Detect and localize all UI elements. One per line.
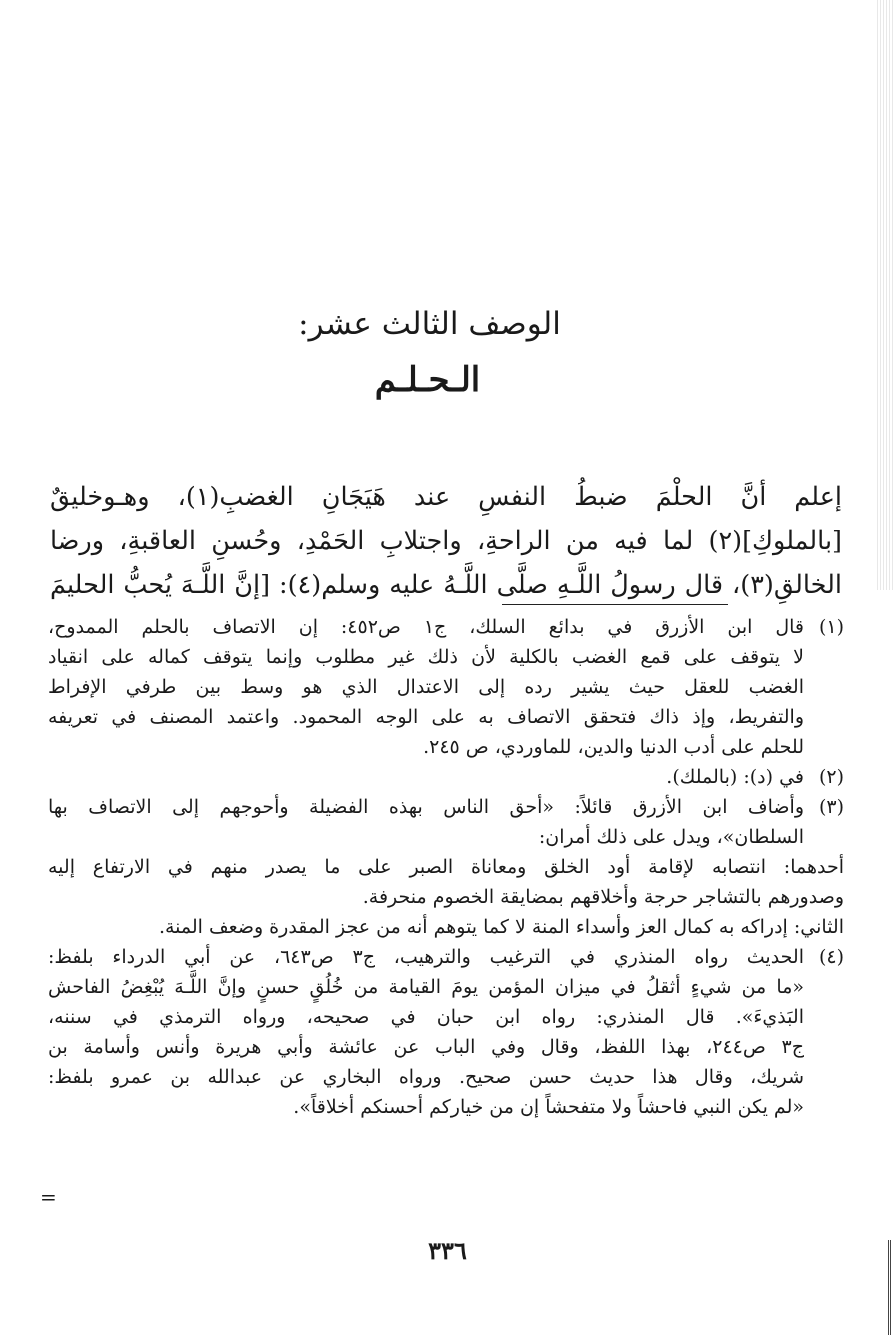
page-edge-shadow: [875, 0, 895, 590]
footnote-number: (١): [818, 616, 844, 638]
footnote-line: البَذيءَ». قال المنذري: رواه ابن حبان في صحيحه، ورواه الترمذي في سننه،: [48, 1006, 804, 1028]
footnote-line: والتفريط، وإذ ذاك فتحقق الاتصاف به على الوجه المحمود. واعتمد المصنف في تعريفه: [48, 706, 804, 728]
footnote-3: [48, 792, 844, 942]
main-text: [50, 475, 842, 607]
footnote-line: وصدورهم بالتشاجر حرجة وأخلاقهم بمضايقة الخصوم منحرفة.: [362, 886, 844, 908]
footnote-separator: [502, 604, 728, 605]
footnote-line: شريك، وقال هذا حديث حسن صحيح. ورواه البخاري عن عبدالله بن عمرو بلفظ:: [48, 1066, 804, 1088]
footnote-line: لا يتوقف على قمع الغضب بالكلية لأن ذلك غير مطلوب وإنما يتوقف كماله على انقياد: [48, 646, 804, 668]
section-subtitle: الـحـلـم: [374, 360, 481, 400]
footnote-line: الغضب للعقل حيث يشير رده إلى الاعتدال الذي هو وسط بين طرفي الإفراط: [48, 676, 804, 698]
main-text-line: الخالقِ(٣)، قال رسولُ اللَّـهِ صلَّى اللَّـهُ عليه وسلم(٤): [إنَّ اللَّـهَ يُحبُّ الحليمَ: [50, 570, 842, 600]
footnote-line: ج٣ ص٢٤٤، بهذا اللفظ، وقال وفي الباب عن عائشة وأبي هريرة وأنس وأسامة بن: [48, 1036, 805, 1058]
footnote-number: (٢): [818, 766, 844, 788]
footnote-2: [48, 762, 844, 792]
footnote-line: وأضاف ابن الأزرق قائلاً: «أحق الناس بهذه الفضيلة وأحوجهم إلى الاتصاف بها: [48, 796, 804, 818]
page-number: ٣٣٦: [428, 1236, 467, 1265]
footnote-line: «ما من شيءٍ أثقلُ في ميزان المؤمن يومَ القيامة من خُلُقٍ حسنٍ وإنَّ اللَّـهَ يُبْغِضُ الفاحش: [48, 976, 804, 998]
footnote-line: للحلم على أدب الدنيا والدين، للماوردي، ص ٢٤٥.: [423, 736, 804, 758]
footnote-4: [48, 942, 844, 1122]
footnote-line: الثاني: إدراكه به كمال العز وأسداء المنة لا كما يتوهم أنه من عجز المقدرة وضعف المنة.: [158, 916, 844, 938]
footnote-number: (٣): [818, 796, 844, 818]
footnote-line: «لم يكن النبي فاحشاً ولا متفحشاً إن من خياركم أحسنكم أخلاقاً».: [293, 1096, 804, 1118]
main-text-line: [بالملوكِ](٢) لما فيه من الراحةِ، واجتلابِ الحَمْدِ، وحُسنِ العاقبةِ، ورضا: [50, 526, 842, 556]
footnote-1: [48, 612, 844, 762]
footnote-line: في (د): (بالملك).: [666, 766, 804, 788]
footnotes: [48, 612, 844, 1122]
footnote-number: (٤): [818, 946, 844, 968]
main-text-line: إعلم أنَّ الحلْمَ ضبطُ النفسِ عند هَيَجَانِ الغضبِ(١)، وهـوخليقٌ: [50, 482, 843, 512]
section-title: الوصف الثالث عشر:: [298, 306, 561, 342]
footnote-line: قال ابن الأزرق في بدائع السلك، ج١ ص٤٥٢: إن الاتصاف بالحلم الممدوح،: [48, 616, 804, 638]
footnote-line: الحديث رواه المنذري في الترغيب والترهيب، ج٣ ص٦٤٣، عن أبي الدرداء بلفظ:: [48, 946, 804, 968]
footnote-line: أحدهما: انتصابه لإقامة أود الخلق ومعاناة الصبر على ما يصدر منهم في الارتفاع إليه: [48, 856, 844, 878]
continuation-mark: =: [40, 1185, 57, 1209]
footnote-line: السلطان»، ويدل على ذلك أمران:: [538, 826, 804, 848]
